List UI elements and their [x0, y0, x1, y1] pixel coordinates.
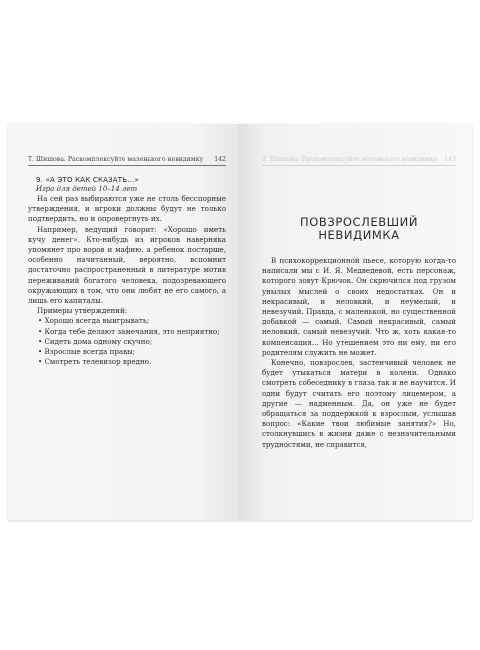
list-item: • Сидеть дома одному скучно; — [38, 337, 226, 347]
section-title: 9. «А ЭТО КАК СКАЗАТЬ...» — [36, 176, 140, 184]
chapter-title — [262, 216, 456, 242]
chapter-title-line: НЕВИДИМКА — [318, 228, 400, 242]
paragraph: На сей раз выбираются уже не столь бесспорные утверждения, и игроки должны будут не только подтвердить, но и опровергнуть их. — [28, 194, 226, 224]
paragraph: В психокоррекционной пьесе, которую когда-то написали мы с И. Я. Медведевой, есть персонаж, которого зовут Крючок. Он скрючился под грузом унылых мыслей о своих недостатках. Он и некрасивый, и неловкий, и неумелый, и невезучий. Правда, с маленькой, но существенной добавкой — самый. Самый некрасивый, самый неловкий, самый невезучий. Что ж, хоть какая-то компенсация... Но утешением это ни ему, ни его родителям служить не может. — [262, 256, 456, 357]
right-page — [240, 124, 472, 520]
book-spread — [8, 124, 472, 520]
page-number: 142 — [214, 156, 226, 163]
paragraph: Например, ведущий говорит: «Хорошо иметь кучу денег». Кто-нибудь из игроков наверняка упомянет про воров и мафию, а ребенок постарше, особенно начитанный, вероятно, вспомнит достаточно распространенный в литературе мотив переживаний богатого человека, подозревающего окружающих в том, что они любят не его самого, а лишь его капиталы. — [28, 224, 226, 306]
left-page — [8, 124, 240, 520]
list-item: • Когда тебе делают замечания, это неприятно; — [38, 327, 226, 337]
examples-list — [28, 316, 226, 367]
chapter-title-line: ПОВЗРОСЛЕВШИЙ — [299, 215, 419, 229]
section-subtitle: Игра для детей 10–14 лет — [36, 185, 138, 193]
running-head-title: Т. Шишова. Раскомплексуйте маленького невидимку — [28, 156, 204, 163]
paragraph: Конечно, повзрослев, застенчивый человек не будет утыкаться матери в колени. Однако смотреть собеседнику в глаза так и не научится. И одни будут считать его поэтому лицемером, а другие — надменным. Да, он уже не будет обращаться за поддержкой к взрослым, услышав вопрос: «Какие твои любимые занятия?» Но, столкнувшись в жизни даже с незначительными трудностями, не справится, — [262, 358, 456, 449]
running-head — [262, 156, 456, 166]
running-head-title: Т. Шишова. Раскомплексуйте маленького невидимку — [262, 156, 438, 163]
running-head — [28, 156, 226, 166]
list-item: • Хорошо всегда выигрывать; — [38, 316, 226, 326]
list-item: • Смотреть телевизор вредно. — [38, 357, 226, 367]
examples-heading: Примеры утверждений: — [37, 306, 128, 316]
list-item: • Взрослые всегда правы; — [38, 347, 226, 357]
page-number: 143 — [444, 156, 456, 163]
